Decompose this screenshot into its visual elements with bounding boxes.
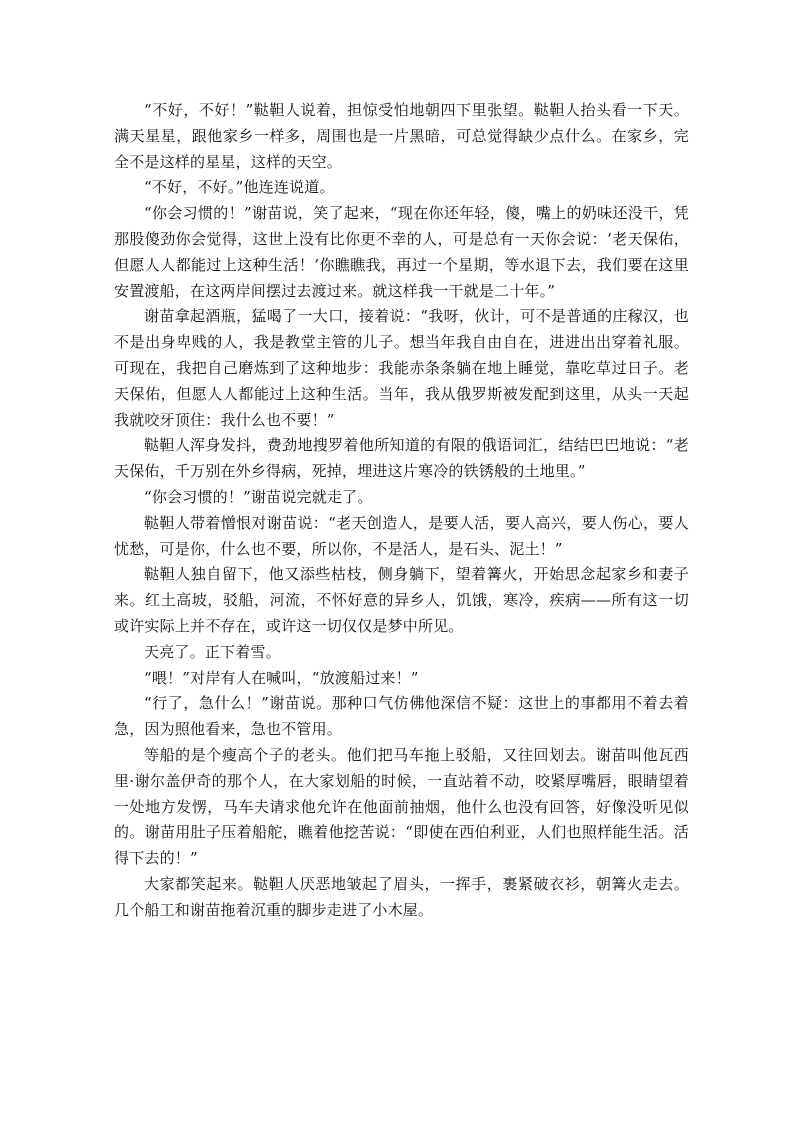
paragraph: “你会习惯的！”谢苗说完就走了。	[144, 487, 373, 506]
document-body	[114, 98, 689, 924]
paragraph: “不好，不好。”他连连说道。	[144, 178, 335, 197]
paragraph: “行了，急什么！”谢苗说。那种口气仿佛他深信不疑：这世上的事都用不着去着急，因为照他看来，急也不管用。	[114, 694, 689, 739]
paragraph: 鞑靼人独自留下，他又添些枯枝，侧身躺下，望着篝火，开始思念起家乡和妻子来。红土高坡，驳船，河流，不怀好意的异乡人，饥饿，寒冷，疾病——所有这一切或许实际上并不存在，或许这一切仅仅是梦中所见。	[114, 565, 689, 635]
paragraph: “不好，不好！”鞑靼人说着，担惊受怕地朝四下里张望。鞑靼人抬头看一下天。满天星星，跟他家乡一样多，周围也是一片黑暗，可总觉得缺少点什么。在家乡，完全不是这样的星星，这样的天空。	[114, 101, 689, 171]
paragraph: “喂！”对岸有人在喊叫，“放渡船过来！”	[144, 668, 419, 687]
paragraph: 鞑靼人带着憎恨对谢苗说：“老天创造人，是要人活，要人高兴，要人伤心，要人忧愁，可是你，什么也不要，所以你，不是活人，是石头、泥土！”	[114, 513, 689, 558]
paragraph: “你会习惯的！”谢苗说，笑了起来，“现在你还年轻，傻，嘴上的奶味还没干，凭那股傻劲你会觉得，这世上没有比你更不幸的人，可是总有一天你会说：‘老天保佑，但愿人人都能过上这种生活！’你瞧瞧我，再过一个星期，等水退下去，我们要在这里安置渡船，在这两岸间摆过去渡过来。就这样我一干就是二十年。”	[114, 204, 689, 300]
paragraph: 谢苗拿起酒瓶，猛喝了一大口，接着说：“我呀，伙计，可不是普通的庄稼汉，也不是出身卑贱的人，我是教堂主管的儿子。想当年我自由自在，进进出出穿着礼服。可现在，我把自己磨炼到了这种地步：我能赤条条躺在地上睡觉，靠吃草过日子。老天保佑，但愿人人都能过上这种生活。当年，我从俄罗斯被发配到这里，从头一天起我就咬牙顶住：我什么也不要！”	[114, 307, 689, 429]
paragraph: 天亮了。正下着雪。	[144, 642, 281, 661]
paragraph: 等船的是个瘦高个子的老头。他们把马车拖上驳船，又往回划去。谢苗叫他瓦西里·谢尔盖伊奇的那个人，在大家划船的时候，一直站着不动，咬紧厚嘴唇，眼睛望着一处地方发愣，马车夫请求他允许在他面前抽烟，他什么也没有回答，好像没听见似的。谢苗用肚子压着船舵，瞧着他挖苦说：“即使在西伯利亚，人们也照样能生活。活得下去的！”	[114, 745, 689, 868]
paragraph: 大家都笑起来。鞑靼人厌恶地皱起了眉头，一挥手，裹紧破衣衫，朝篝火走去。几个船工和谢苗拖着沉重的脚步走进了小木屋。	[114, 874, 689, 919]
paragraph: 鞑靼人浑身发抖，费劲地搜罗着他所知道的有限的俄语词汇，结结巴巴地说：“老天保佑，千万别在外乡得病，死掉，埋进这片寒冷的铁锈般的土地里。”	[114, 436, 689, 481]
